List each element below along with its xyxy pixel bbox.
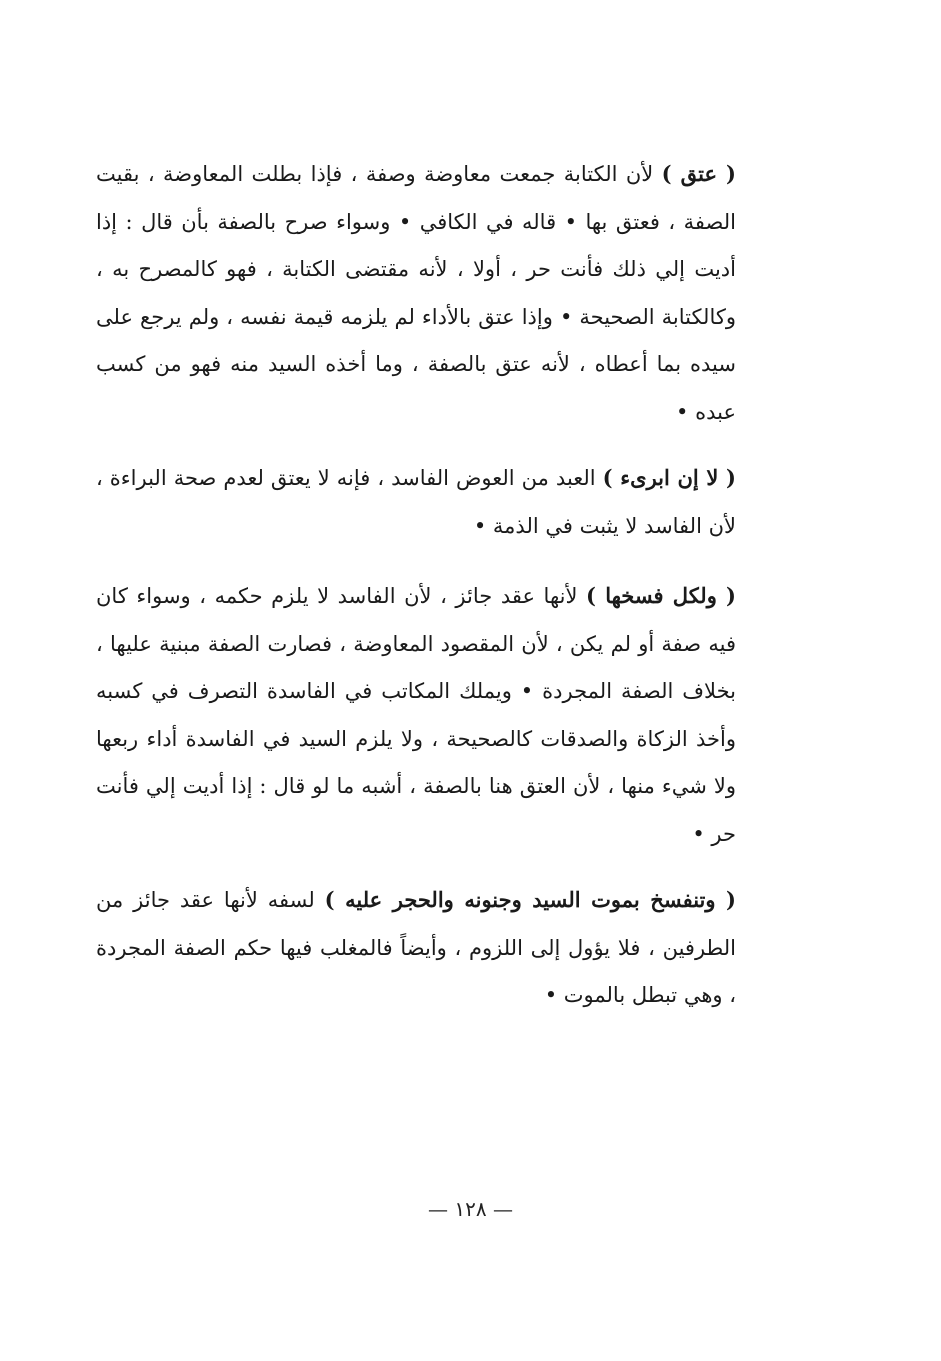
page-number: — ١٢٨ — [428, 1197, 513, 1221]
body-text [96, 150, 736, 1038]
paragraph-1-text: لأن الكتابة جمعت معاوضة وصفة ، فإذا بطلت المعاوضة ، بقيت الصفة ، فعتق بها • قاله في الكافي • وسواء صرح بالصفة بأن قال : إذا أديت إلي ذلك فأنت حر ، أولا ، لأنه مقتضى الكتابة ، فهو كالمصرح به ، وكالكتابة الصحيحة • وإذا عتق بالأداء لم يلزمه قيمة نفسه ، ولم يرجع على سيده بما أعطاه ، لأنه عتق بالصفة ، وما أخذه السيد منه فهو من كسب عبده • [96, 162, 736, 424]
paragraph-2-text: العبد من العوض الفاسد ، فإنه لا يعتق لعدم صحة البراءة ، لأن الفاسد لا يثبت في الذمة • [96, 466, 736, 538]
paragraph-4-text: لسفه لأنها عقد جائز من الطرفين ، فلا يؤول إلى اللزوم ، وأيضاً فالمغلب فيها حكم الصفة المجردة ، وهي تبطل بالموت • [96, 888, 736, 1007]
lemma-4: ( وتنفسخ بموت السيد وجنونه والحجر عليه ) [324, 887, 736, 912]
lemma-3: ( ولكل فسخها ) [586, 583, 736, 608]
paragraph-3-text: لأنها عقد جائز ، لأن الفاسد لا يلزم حكمه ، وسواء كان فيه صفة أو لم يكن ، لأن المقصود المعاوضة ، فصارت الصفة مبنية عليها ، بخلاف الصفة المجردة • ويملك المكاتب في الفاسدة التصرف في كسبه وأخذ الزكاة والصدقات كالصحيحة ، ولا يلزم السيد في الفاسدة أداء ربعها ولا شيء منها ، لأن العتق هنا بالصفة ، أشبه ما لو قال : إذا أديت إلي فأنت حر • [96, 584, 736, 846]
lemma-2: ( لا إن ابرىء ) [602, 465, 736, 490]
lemma-1: ( عتق ) [661, 161, 736, 186]
paragraph-2 [96, 454, 736, 550]
paragraph-1 [96, 150, 736, 436]
paragraph-4 [96, 876, 736, 1020]
paragraph-3 [96, 572, 736, 858]
